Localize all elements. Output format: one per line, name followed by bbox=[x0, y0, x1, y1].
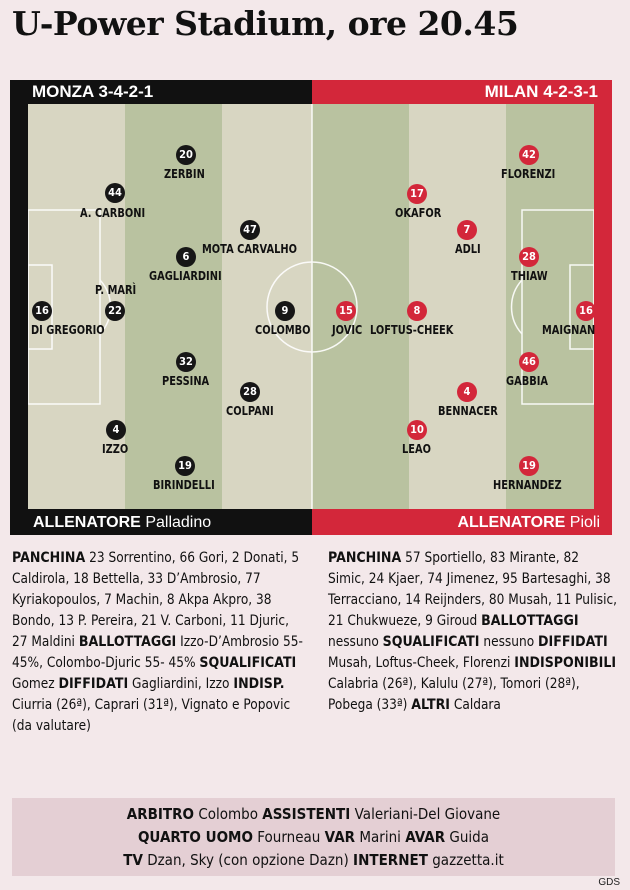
var-label: VAR bbox=[324, 828, 356, 846]
officials-line-3 bbox=[42, 849, 585, 872]
player-number: 47 bbox=[240, 220, 260, 240]
player-number: 42 bbox=[519, 145, 539, 165]
away-ballottaggi: nessuno bbox=[328, 634, 383, 650]
home-squalificati: Gomez bbox=[12, 676, 59, 692]
officials-line-1 bbox=[42, 803, 585, 826]
home-team-name: MONZA bbox=[32, 82, 94, 101]
home-team-header bbox=[32, 80, 153, 104]
away-altri-label: ALTRI bbox=[411, 697, 451, 713]
home-bench-label: PANCHINA bbox=[12, 550, 86, 566]
player-number: 19 bbox=[519, 456, 539, 476]
assistants-label: ASSISTENTI bbox=[262, 805, 351, 823]
player-number: 10 bbox=[407, 420, 427, 440]
player-number: 32 bbox=[176, 352, 196, 372]
player-name: JOVIC bbox=[332, 323, 363, 337]
player-number: 6 bbox=[176, 247, 196, 267]
away-ballottaggi-label: BALLOTTAGGI bbox=[481, 613, 579, 629]
player-number: 28 bbox=[240, 382, 260, 402]
player-name: LOFTUS-CHEEK bbox=[370, 323, 454, 337]
player-name: HERNANDEZ bbox=[493, 478, 562, 492]
player-number: 17 bbox=[407, 184, 427, 204]
player-name: ADLI bbox=[455, 242, 481, 256]
player-number: 4 bbox=[106, 420, 126, 440]
internet: gazzetta.it bbox=[432, 851, 504, 869]
player-name: A. CARBONI bbox=[80, 206, 146, 220]
away-coach bbox=[457, 511, 600, 535]
avar: Guida bbox=[449, 828, 490, 846]
referee: Colombo bbox=[198, 805, 258, 823]
player-number: 44 bbox=[105, 183, 125, 203]
player-number: 46 bbox=[519, 352, 539, 372]
away-team-header bbox=[485, 80, 598, 104]
avar-label: AVAR bbox=[405, 828, 446, 846]
player-number: 4 bbox=[457, 382, 477, 402]
player-name: DI GREGORIO bbox=[31, 323, 105, 337]
home-bench: 23 Sorrentino, 66 Gori, 2 Donati, 5 Caldirola, 18 Bettella, 33 D’Ambrosio, 77 Kyriakopoulos, 7 Machin, 8 Akpa Akpro, 38 Bondo, 13 P. Pereira, 21 V. Carboni, 11 Djuric, 27 Maldini bbox=[12, 550, 300, 650]
player-name: PESSINA bbox=[162, 374, 210, 388]
away-indisponibili: Calabria (26ª), Kalulu (27ª), Tomori (28ª), Pobega (33ª) bbox=[328, 676, 580, 713]
home-squalificati-label: SQUALIFICATI bbox=[199, 655, 297, 671]
away-bench: 57 Sportiello, 83 Mirante, 82 Simic, 24 Kjaer, 74 Jimenez, 95 Bartesaghi, 38 Terracciano, 14 Reijnders, 80 Musah, 11 Pulisic, 21 Chukwueze, 9 Giroud bbox=[328, 550, 618, 629]
player-name: THIAW bbox=[511, 269, 548, 283]
tv-label: TV bbox=[123, 851, 143, 869]
home-formation: 3-4-2-1 bbox=[98, 82, 154, 101]
player-name: BIRINDELLI bbox=[153, 478, 215, 492]
player-name: MAIGNAN bbox=[542, 323, 596, 337]
home-coach-label: ALLENATORE bbox=[33, 514, 141, 531]
home-ballottaggi: Izzo-D’Ambrosio 55-45%, Colombo-Djuric 55- 45% bbox=[12, 634, 303, 671]
away-indisponibili-label: INDISPONIBILI bbox=[514, 655, 617, 671]
player-name: P. MARÌ bbox=[95, 283, 137, 297]
player-number: 19 bbox=[175, 456, 195, 476]
home-coach bbox=[33, 511, 211, 535]
fourth-official-label: QUARTO UOMO bbox=[137, 828, 253, 846]
away-squalificati-label: SQUALIFICATI bbox=[382, 634, 480, 650]
var: Marini bbox=[359, 828, 401, 846]
referee-label: ARBITRO bbox=[126, 805, 195, 823]
player-name: ZERBIN bbox=[164, 167, 205, 181]
player-number: 7 bbox=[457, 220, 477, 240]
away-diffidati-label: DIFFIDATI bbox=[538, 634, 608, 650]
away-formation: 4-2-3-1 bbox=[543, 82, 598, 101]
page-title: U-Power Stadium, ore 20.45 bbox=[12, 4, 519, 43]
away-squalificati: nessuno bbox=[479, 634, 539, 650]
officials-line-2 bbox=[42, 826, 585, 849]
home-ballottaggi-label: BALLOTTAGGI bbox=[78, 634, 177, 650]
player-number: 15 bbox=[336, 301, 356, 321]
home-indisp-label: INDISP. bbox=[233, 676, 285, 692]
away-team-name: MILAN bbox=[484, 82, 539, 101]
player-name: LEAO bbox=[402, 442, 431, 456]
player-number: 8 bbox=[407, 301, 427, 321]
player-name: MOTA CARVALHO bbox=[202, 242, 298, 256]
player-name: GAGLIARDINI bbox=[149, 269, 222, 283]
player-number: 16 bbox=[576, 301, 596, 321]
assistants: Valeriani-Del Giovane bbox=[354, 805, 501, 823]
player-name: COLPANI bbox=[226, 404, 274, 418]
home-info bbox=[12, 548, 303, 737]
internet-label: INTERNET bbox=[353, 851, 428, 869]
player-name: OKAFOR bbox=[395, 206, 442, 220]
player-number: 9 bbox=[275, 301, 295, 321]
away-diffidati: Musah, Loftus-Cheek, Florenzi bbox=[328, 655, 515, 671]
player-number: 16 bbox=[32, 301, 52, 321]
home-indisp: Ciurria (26ª), Caprari (31ª), Vignato e Popovic (da valutare) bbox=[12, 697, 291, 734]
credit: GDS bbox=[598, 877, 620, 888]
player-name: IZZO bbox=[102, 442, 129, 456]
home-diffidati-label: DIFFIDATI bbox=[58, 676, 129, 692]
away-bench-label: PANCHINA bbox=[328, 550, 402, 566]
tv: Dzan, Sky (con opzione Dazn) bbox=[147, 851, 349, 869]
officials bbox=[12, 803, 615, 872]
fourth-official: Fourneau bbox=[257, 828, 321, 846]
away-info bbox=[328, 548, 619, 716]
away-coach-name: Pioli bbox=[569, 514, 600, 531]
player-number: 22 bbox=[105, 301, 125, 321]
player-name: BENNACER bbox=[438, 404, 498, 418]
player-number: 20 bbox=[176, 145, 196, 165]
away-altri: Caldara bbox=[450, 697, 501, 713]
home-diffidati: Gagliardini, Izzo bbox=[128, 676, 234, 692]
home-coach-name: Palladino bbox=[145, 514, 212, 531]
player-name: FLORENZI bbox=[501, 167, 556, 181]
player-name: COLOMBO bbox=[255, 323, 311, 337]
player-name: GABBIA bbox=[506, 374, 548, 388]
away-coach-label: ALLENATORE bbox=[457, 514, 566, 531]
player-number: 28 bbox=[519, 247, 539, 267]
